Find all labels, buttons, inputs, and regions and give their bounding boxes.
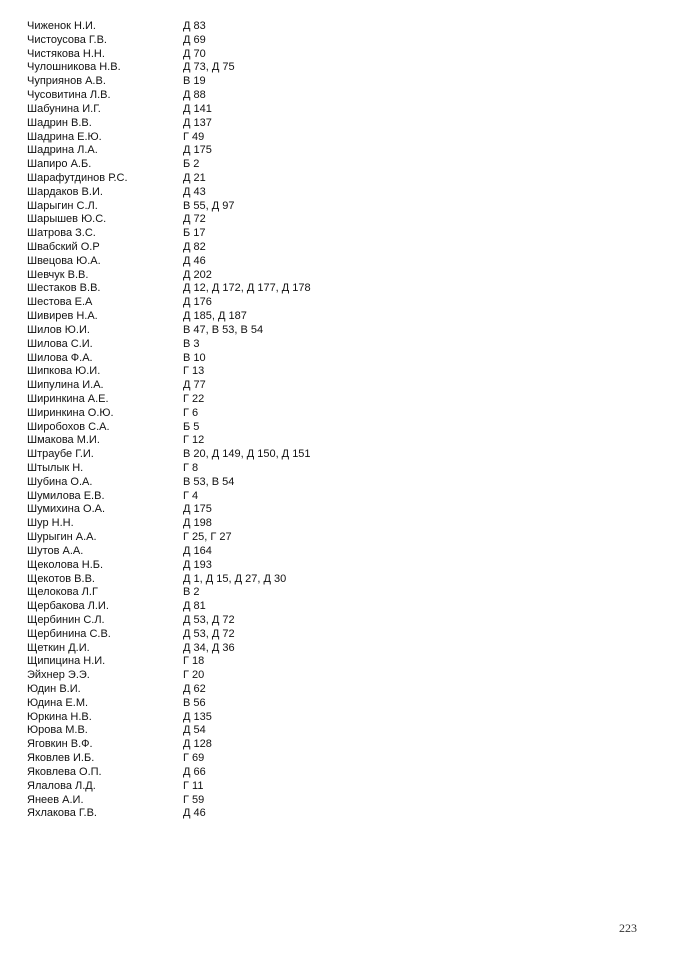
author-name: Ялалова Л.Д. bbox=[27, 779, 96, 792]
author-name: Щекотов В.В. bbox=[27, 572, 95, 585]
index-entry bbox=[27, 158, 647, 172]
index-entry bbox=[27, 642, 647, 656]
index-entry bbox=[27, 711, 647, 725]
index-entry bbox=[27, 724, 647, 738]
author-name: Шарыгин С.Л. bbox=[27, 199, 98, 212]
entry-references: Д 46 bbox=[183, 807, 206, 820]
author-name: Шевчук В.В. bbox=[27, 268, 89, 281]
author-name: Юркина Н.В. bbox=[27, 710, 92, 723]
entry-references: Д 73, Д 75 bbox=[183, 61, 235, 74]
index-entry bbox=[27, 310, 647, 324]
author-name: Яхлакова Г.В. bbox=[27, 807, 97, 820]
index-entry bbox=[27, 393, 647, 407]
entry-references: Д 62 bbox=[183, 683, 206, 695]
entry-references: Д 81 bbox=[183, 600, 206, 613]
entry-references: Г 8 bbox=[183, 462, 199, 474]
author-name: Швецова Ю.А. bbox=[27, 254, 101, 267]
index-entry bbox=[27, 61, 647, 75]
index-entry bbox=[27, 600, 647, 614]
entry-references: Д 193 bbox=[183, 558, 212, 571]
entry-references: Д 82 bbox=[183, 241, 206, 253]
entry-references: В 20, Д 149, Д 150, Д 151 bbox=[183, 448, 311, 461]
author-name: Шипулина И.А. bbox=[27, 379, 104, 392]
entry-references: Г 20 bbox=[183, 669, 205, 682]
index-entry bbox=[27, 434, 647, 448]
author-name: Шурыгин А.А. bbox=[27, 531, 97, 544]
author-name: Штраубе Г.И. bbox=[27, 448, 94, 461]
author-name: Шатрова З.С. bbox=[27, 227, 96, 240]
entry-references: Д 43 bbox=[183, 185, 206, 198]
index-entry bbox=[27, 20, 647, 34]
entry-references: В 3 bbox=[183, 337, 200, 350]
author-name: Шадрина Л.А. bbox=[27, 144, 98, 157]
entry-references: Д 72 bbox=[183, 213, 206, 226]
author-name: Эйхнер Э.Э. bbox=[27, 669, 90, 682]
index-entry bbox=[27, 34, 647, 48]
index-entry bbox=[27, 683, 647, 697]
author-name: Щеколова Н.Б. bbox=[27, 558, 104, 571]
index-entry bbox=[27, 103, 647, 117]
index-entry bbox=[27, 490, 647, 504]
index-entry bbox=[27, 282, 647, 296]
entry-references: В 47, В 53, В 54 bbox=[183, 323, 264, 336]
index-entry bbox=[27, 807, 647, 821]
entry-references: Д 128 bbox=[183, 738, 212, 751]
author-name: Чусовитина Л.В. bbox=[27, 89, 111, 102]
author-name: Юдина Е.М. bbox=[27, 696, 89, 709]
entry-references: В 19 bbox=[183, 75, 206, 88]
index-entry bbox=[27, 227, 647, 241]
entry-references: Д 164 bbox=[183, 544, 212, 557]
entry-references: Д 176 bbox=[183, 296, 212, 309]
entry-references: Б 17 bbox=[183, 227, 206, 240]
author-name: Шилова С.И. bbox=[27, 337, 93, 350]
index-entry bbox=[27, 117, 647, 131]
author-name: Чистякова Н.Н. bbox=[27, 47, 105, 60]
index-entry bbox=[27, 766, 647, 780]
index-entry bbox=[27, 200, 647, 214]
index-entry bbox=[27, 655, 647, 669]
entry-references: Д 137 bbox=[183, 116, 212, 129]
entry-references: Г 49 bbox=[183, 130, 205, 143]
entry-references: Д 88 bbox=[183, 89, 206, 102]
author-name: Шмакова М.И. bbox=[27, 434, 100, 447]
index-entry bbox=[27, 324, 647, 338]
index-entry bbox=[27, 517, 647, 531]
entry-references: Д 54 bbox=[183, 724, 206, 737]
author-name: Щелокова Л.Г bbox=[27, 586, 98, 599]
author-name: Шестова Е.А bbox=[27, 296, 93, 309]
author-name: Юрова М.В. bbox=[27, 724, 88, 737]
index-entry bbox=[27, 794, 647, 808]
author-name: Щеткин Д.И. bbox=[27, 641, 90, 654]
index-entry bbox=[27, 89, 647, 103]
entry-references: Б 5 bbox=[183, 420, 200, 433]
entry-references: Г 69 bbox=[183, 752, 205, 765]
author-name: Шапиро А.Б. bbox=[27, 158, 92, 171]
entry-references: Д 83 bbox=[183, 20, 206, 32]
index-entry bbox=[27, 559, 647, 573]
author-name: Шадрин В.В. bbox=[27, 116, 92, 129]
author-name: Шумихина О.А. bbox=[27, 503, 106, 516]
author-name: Штылык Н. bbox=[27, 462, 84, 474]
author-name: Ширинкина А.Е. bbox=[27, 392, 109, 405]
index-entry bbox=[27, 503, 647, 517]
author-name: Швабский О.Р bbox=[27, 241, 100, 253]
entry-references: Д 77 bbox=[183, 379, 206, 392]
entry-references: Д 141 bbox=[183, 102, 212, 115]
author-name: Юдин В.И. bbox=[27, 683, 81, 695]
author-name: Щипицина Н.И. bbox=[27, 655, 106, 668]
index-entry bbox=[27, 462, 647, 476]
author-name: Широбохов С.А. bbox=[27, 420, 110, 433]
index-entry bbox=[27, 48, 647, 62]
index-entry bbox=[27, 241, 647, 255]
entry-references: Г 6 bbox=[183, 406, 199, 419]
author-name: Чуприянов А.В. bbox=[27, 75, 106, 88]
entry-references: В 10 bbox=[183, 351, 206, 364]
entry-references: Д 53, Д 72 bbox=[183, 613, 235, 626]
author-name: Шипкова Ю.И. bbox=[27, 365, 101, 378]
author-name: Яковлева О.П. bbox=[27, 765, 102, 778]
author-name: Чулошникова Н.В. bbox=[27, 61, 121, 74]
page-number: 223 bbox=[619, 921, 637, 935]
entry-references: Г 11 bbox=[183, 779, 204, 792]
index-entry bbox=[27, 269, 647, 283]
entry-references: Д 66 bbox=[183, 765, 206, 778]
entry-references: В 53, В 54 bbox=[183, 475, 235, 488]
entry-references: Д 12, Д 172, Д 177, Д 178 bbox=[183, 282, 311, 295]
index-entry bbox=[27, 407, 647, 421]
index-entry bbox=[27, 476, 647, 490]
index-entry bbox=[27, 255, 647, 269]
index-entry bbox=[27, 697, 647, 711]
entry-references: Д 175 bbox=[183, 144, 212, 157]
author-name: Шарышев Ю.С. bbox=[27, 213, 107, 226]
index-entry bbox=[27, 545, 647, 559]
entry-references: Д 70 bbox=[183, 47, 206, 60]
entry-references: Г 4 bbox=[183, 489, 199, 502]
entry-references: Д 175 bbox=[183, 503, 212, 516]
entry-references: Г 59 bbox=[183, 793, 205, 806]
entry-references: Д 34, Д 36 bbox=[183, 641, 235, 654]
index-entry bbox=[27, 338, 647, 352]
entry-references: В 56 bbox=[183, 696, 206, 709]
author-name: Шубина О.А. bbox=[27, 475, 93, 488]
entry-references: Г 25, Г 27 bbox=[183, 531, 232, 544]
index-entry bbox=[27, 669, 647, 683]
index-entry bbox=[27, 144, 647, 158]
entry-references: Б 2 bbox=[183, 158, 200, 171]
author-name: Шур Н.Н. bbox=[27, 517, 74, 530]
author-name: Яковлев И.Б. bbox=[27, 752, 95, 765]
entry-references: Д 135 bbox=[183, 710, 212, 723]
author-name: Шадрина Е.Ю. bbox=[27, 130, 102, 143]
entry-references: Д 21 bbox=[183, 171, 206, 184]
index-entry bbox=[27, 573, 647, 587]
entry-references: Д 185, Д 187 bbox=[183, 310, 247, 323]
author-name: Шумилова Е.В. bbox=[27, 489, 105, 502]
entry-references: Д 46 bbox=[183, 254, 206, 267]
author-name: Чистоусова Г.В. bbox=[27, 33, 107, 46]
entry-references: Д 1, Д 15, Д 27, Д 30 bbox=[183, 572, 287, 585]
author-name: Шивирев Н.А. bbox=[27, 310, 98, 323]
entry-references: Д 53, Д 72 bbox=[183, 627, 235, 640]
index-entry bbox=[27, 780, 647, 794]
index-entry bbox=[27, 131, 647, 145]
author-name: Шилова Ф.А. bbox=[27, 351, 93, 364]
author-name: Шабунина И.Г. bbox=[27, 102, 101, 115]
author-name: Шилов Ю.И. bbox=[27, 323, 90, 336]
entry-references: Г 12 bbox=[183, 434, 205, 447]
entry-references: Д 198 bbox=[183, 517, 212, 530]
entry-references: Д 69 bbox=[183, 33, 206, 46]
index-entry bbox=[27, 172, 647, 186]
entry-references: Г 18 bbox=[183, 655, 205, 668]
entry-references: Г 22 bbox=[183, 392, 205, 405]
author-name: Щербинин С.Л. bbox=[27, 613, 105, 626]
entry-references: Г 13 bbox=[183, 365, 205, 378]
author-name: Янеев А.И. bbox=[27, 793, 84, 806]
index-entry bbox=[27, 738, 647, 752]
author-name: Ширинкина О.Ю. bbox=[27, 406, 114, 419]
index-entry bbox=[27, 586, 647, 600]
author-name: Чиженок Н.И. bbox=[27, 20, 96, 32]
author-index-list bbox=[27, 20, 647, 821]
author-name: Щербинина С.В. bbox=[27, 627, 111, 640]
index-entry bbox=[27, 531, 647, 545]
entry-references: В 55, Д 97 bbox=[183, 199, 235, 212]
author-name: Шутов А.А. bbox=[27, 544, 84, 557]
index-entry bbox=[27, 186, 647, 200]
index-entry bbox=[27, 75, 647, 89]
index-entry bbox=[27, 213, 647, 227]
author-name: Щербакова Л.И. bbox=[27, 600, 109, 613]
index-entry bbox=[27, 628, 647, 642]
author-name: Шестаков В.В. bbox=[27, 282, 101, 295]
index-entry bbox=[27, 614, 647, 628]
entry-references: В 2 bbox=[183, 586, 200, 599]
author-name: Яговкин В.Ф. bbox=[27, 738, 93, 751]
index-entry bbox=[27, 379, 647, 393]
index-entry bbox=[27, 421, 647, 435]
author-name: Шардаков В.И. bbox=[27, 185, 103, 198]
index-entry bbox=[27, 365, 647, 379]
index-entry bbox=[27, 448, 647, 462]
index-entry bbox=[27, 752, 647, 766]
author-name: Шарафутдинов Р.С. bbox=[27, 171, 128, 184]
index-entry bbox=[27, 352, 647, 366]
entry-references: Д 202 bbox=[183, 268, 212, 281]
index-entry bbox=[27, 296, 647, 310]
